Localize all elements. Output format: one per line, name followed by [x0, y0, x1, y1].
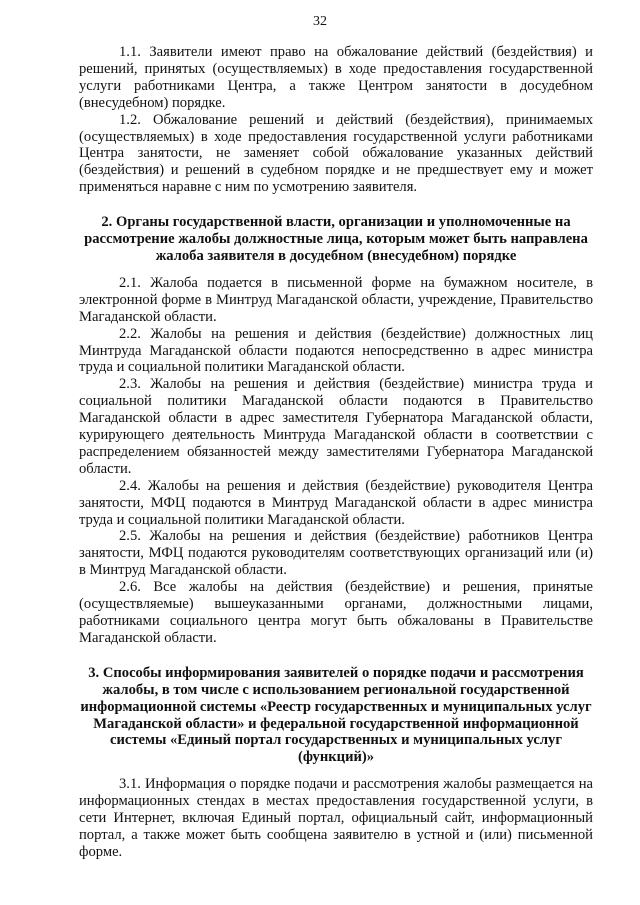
paragraph-2-3: 2.3. Жалобы на решения и действия (бездействие) министра труда и социальной политики Магаданской области подаются в Правительство Магаданской области в адрес заместителя Губернатора Магаданской области, курирующего деятельность Минтруда Магаданской области в соответствии с распределением обязанностей между заместителями Губернатора Магаданской области. — [79, 376, 593, 477]
section-gap — [79, 647, 593, 665]
paragraph-2-1: 2.1. Жалоба подается в письменной форме на бумажном носителе, в электронной форме в Минтруд Магаданской области, учреждение, Правительство Магаданской области. — [79, 274, 593, 325]
page-number: 32 — [313, 14, 327, 29]
paragraph-2-5: 2.5. Жалобы на решения и действия (бездействие) работников Центра занятости, МФЦ подаются руководителям соответствующих организаций или (и) в Минтруд Магаданской области. — [79, 528, 593, 579]
document-body — [79, 44, 593, 861]
paragraph-2-4: 2.4. Жалобы на решения и действия (бездействие) руководителя Центра занятости, МФЦ подаются в Минтруд Магаданской области в адрес министра труда и социальной политики Магаданской области. — [79, 477, 593, 528]
paragraph-2-6: 2.6. Все жалобы на действия (бездействие) и решения, принятые (осуществляемые) вышеуказанными органами, должностными лицами, работниками социального центра могут быть обжалованы в Правительстве Магаданской области. — [79, 579, 593, 646]
paragraph-1-1: 1.1. Заявители имеют право на обжалование действий (бездействия) и решений, принятых (осуществляемых) в ходе предоставления государственной услуги работниками Центра, а также Центром занятости в досудебном (внесудебном) порядке. — [79, 44, 593, 111]
paragraph-3-1: 3.1. Информация о порядке подачи и рассмотрения жалобы размещается на информационных стендах в местах предоставления государственной услуги, в сети Интернет, включая Единый портал, официальный сайт, информационный портал, а также может быть сообщена заявителю в устной и (или) письменной форме. — [79, 776, 593, 860]
paragraph-1-2: 1.2. Обжалование решений и действий (бездействия), принимаемых (осуществляемых) в ходе предоставления государственной услуги работниками Центра занятости, не заменяет собой обжалование указанных действий (бездействия) и решений в судебном порядке и не предшествует ему и может применяться наравне с ним по усмотрению заявителя. — [79, 111, 593, 196]
section-gap — [79, 196, 593, 214]
paragraph-2-2: 2.2. Жалобы на решения и действия (бездействие) должностных лиц Минтруда Магаданской области подаются непосредственно в адрес министра труда и социальной политики Магаданской области. — [79, 325, 593, 376]
section-3-heading: 3. Способы информирования заявителей о порядке подачи и рассмотрения жалобы, в том числе с использованием региональной государственной информационной системы «Реестр государственных и муниципальных услуг Магаданской области» и федеральной государственной информационной системы «Единый портал государственных и муниципальных услуг (функций)» — [80, 664, 592, 766]
section-2-heading: 2. Органы государственной власти, организации и уполномоченные на рассмотрение жалобы должностные лица, которым может быть направлена жалоба заявителя в досудебном (внесудебном) порядке — [84, 214, 588, 264]
